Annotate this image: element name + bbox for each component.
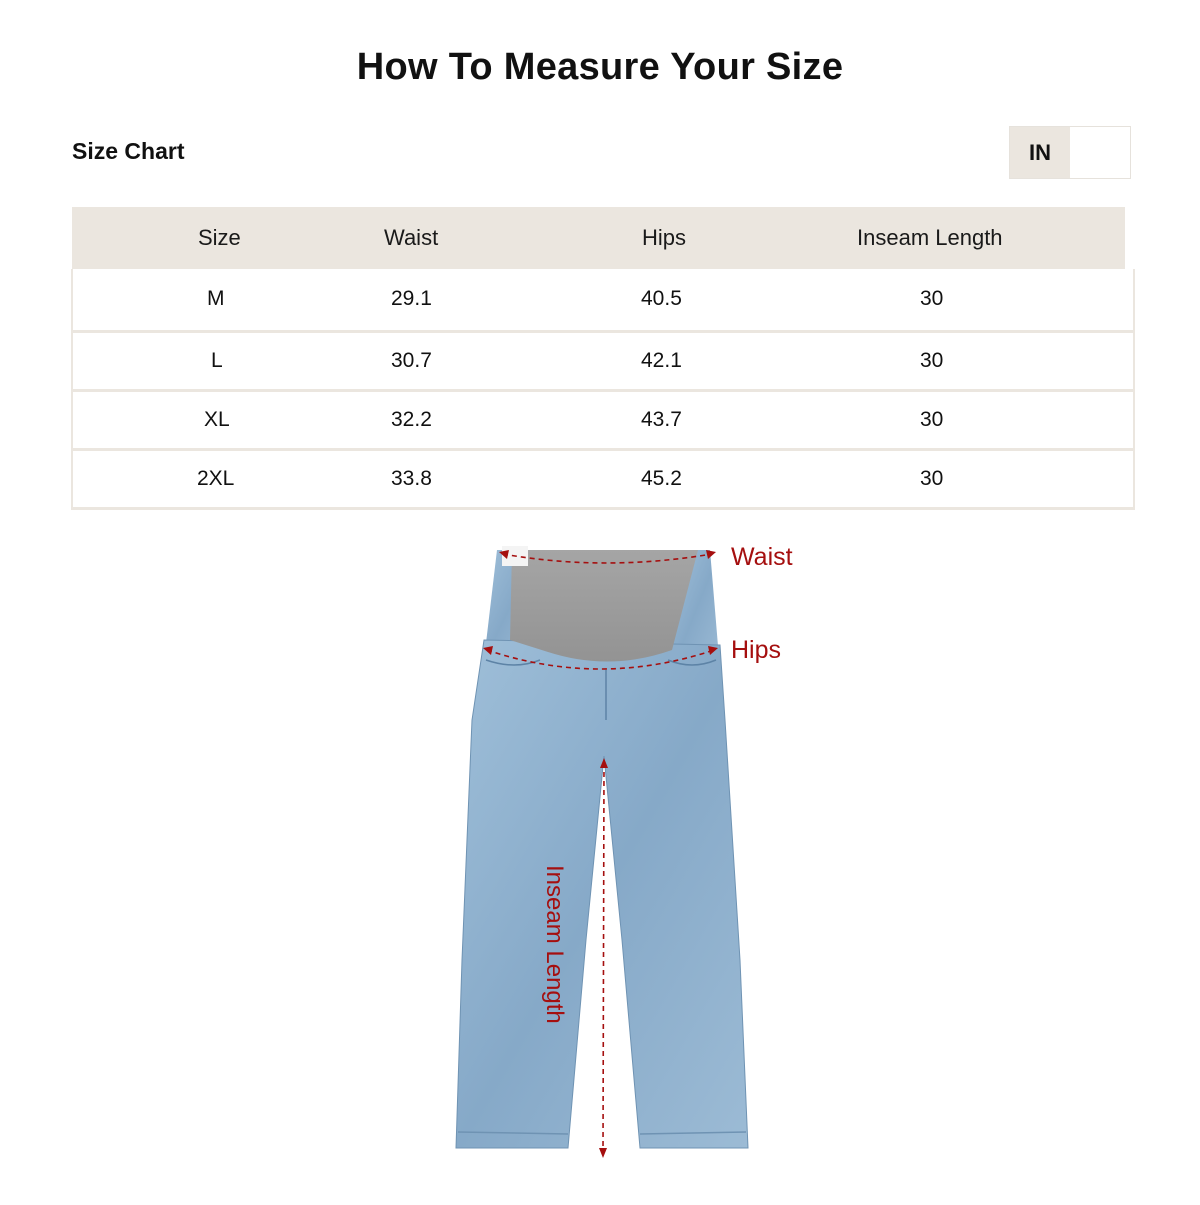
col-header-hips: Hips — [642, 225, 687, 250]
table-row — [72, 449, 1134, 508]
table-row — [72, 331, 1134, 390]
cell-waist: 32.2 — [391, 407, 432, 431]
size-table — [71, 207, 1135, 510]
cell-waist: 29.1 — [391, 287, 432, 311]
hips-label: Hips — [731, 636, 782, 664]
cell-hips: 43.7 — [641, 407, 682, 431]
table-row — [72, 390, 1134, 449]
size-chart-title: Size Chart — [72, 138, 185, 164]
cell-inseam: 30 — [866, 331, 1134, 390]
cell-hips: 45.2 — [641, 466, 682, 490]
cell-size: 2XL — [72, 449, 366, 508]
measurement-diagram — [0, 520, 1200, 1200]
col-header-waist: Waist — [384, 225, 439, 250]
cell-waist: 30.7 — [391, 348, 432, 372]
inseam-measure-line — [603, 763, 604, 1152]
unit-in-button[interactable]: IN — [1010, 127, 1070, 178]
cell-inseam: 30 — [866, 390, 1134, 449]
jeans-body — [456, 640, 748, 1148]
inseam-label: Inseam Length — [541, 865, 568, 1024]
cell-waist: 33.8 — [391, 466, 432, 490]
cell-inseam: 30 — [866, 269, 1134, 331]
waist-label: Waist — [731, 543, 793, 571]
col-header-size: Size — [198, 225, 241, 250]
col-header-inseam: Inseam Length — [857, 225, 1003, 250]
jeans-illustration — [0, 520, 1200, 1200]
unit-toggle[interactable] — [1009, 126, 1131, 179]
inseam-arrow-bottom — [599, 1148, 607, 1158]
cell-inseam: 30 — [866, 449, 1134, 508]
unit-other-button[interactable] — [1070, 127, 1130, 178]
cell-hips: 42.1 — [641, 348, 682, 372]
table-header-row — [72, 207, 1134, 269]
waistband-panel — [510, 550, 698, 662]
cell-size: M — [72, 269, 366, 331]
table-row — [72, 269, 1134, 331]
cell-hips: 40.5 — [641, 287, 682, 311]
cell-size: XL — [72, 390, 366, 449]
cell-size: L — [72, 331, 366, 390]
page-title: How To Measure Your Size — [356, 46, 844, 88]
